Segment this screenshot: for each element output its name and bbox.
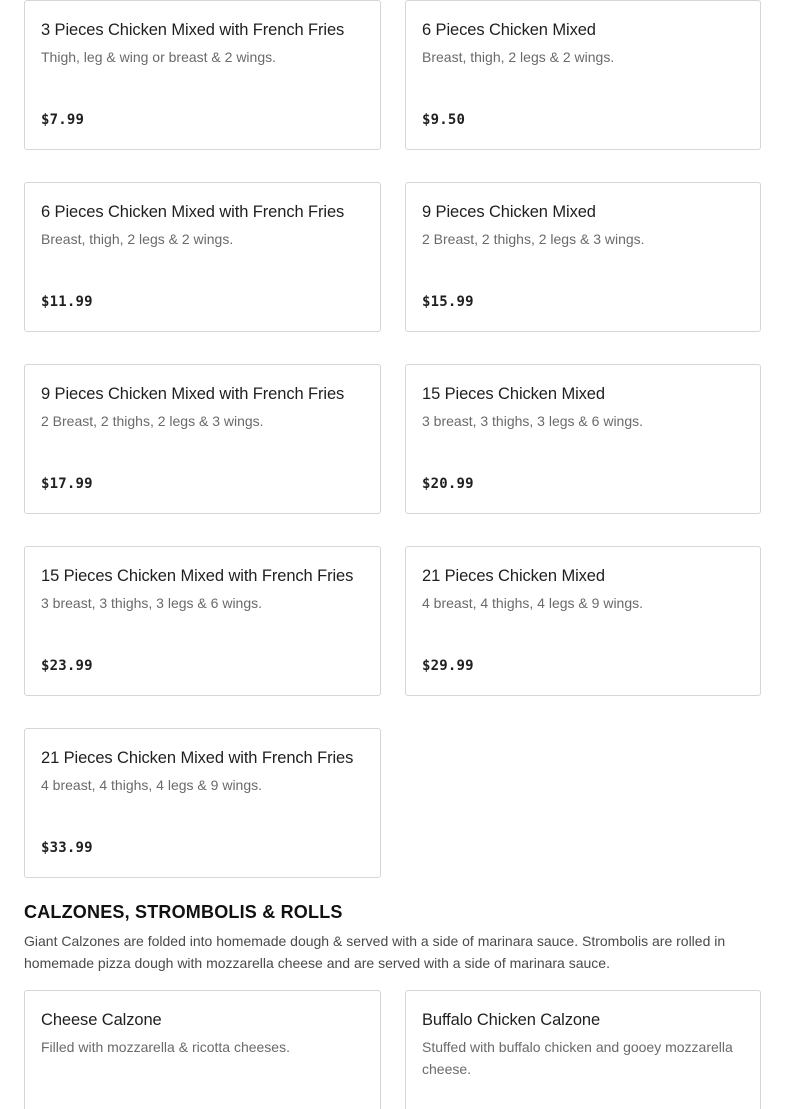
menu-item-card[interactable] (405, 546, 761, 696)
item-name: 15 Pieces Chicken Mixed with French Fries (41, 567, 354, 585)
item-price: $33.99 (41, 840, 93, 856)
menu-item-card[interactable] (24, 990, 381, 1109)
item-price: $15.99 (422, 294, 474, 310)
item-name: 9 Pieces Chicken Mixed (422, 203, 596, 221)
menu-item-card[interactable] (405, 182, 761, 332)
item-price: $17.99 (41, 476, 93, 492)
item-description: 4 breast, 4 thighs, 4 legs & 9 wings. (422, 595, 644, 611)
item-name: 3 Pieces Chicken Mixed with French Fries (41, 21, 345, 39)
menu-item-card[interactable] (24, 728, 381, 878)
item-description: Stuffed with buffalo chicken and gooey mozzarella cheese. (422, 1039, 733, 1077)
item-description: 3 breast, 3 thighs, 3 legs & 6 wings. (422, 413, 644, 429)
item-name: Cheese Calzone (41, 1011, 162, 1029)
item-name: Buffalo Chicken Calzone (422, 1011, 601, 1029)
menu-item-card[interactable] (24, 546, 381, 696)
chicken-items-grid (24, 0, 761, 878)
item-description: Filled with mozzarella & ricotta cheeses. (41, 1039, 290, 1055)
item-name: 6 Pieces Chicken Mixed (422, 21, 596, 39)
item-name: 15 Pieces Chicken Mixed (422, 385, 605, 403)
menu-item-card[interactable] (405, 364, 761, 514)
item-price: $7.99 (41, 112, 85, 128)
item-name: 21 Pieces Chicken Mixed (422, 567, 605, 585)
item-price: $9.50 (422, 112, 466, 128)
item-description: 4 breast, 4 thighs, 4 legs & 9 wings. (41, 777, 263, 793)
menu-item-card[interactable] (24, 364, 381, 514)
item-name: 9 Pieces Chicken Mixed with French Fries (41, 385, 345, 403)
item-name: 21 Pieces Chicken Mixed with French Fries (41, 749, 354, 767)
item-description: 2 Breast, 2 thighs, 2 legs & 3 wings. (41, 413, 264, 429)
section-title: CALZONES, STROMBOLIS & ROLLS (24, 902, 343, 922)
item-description: 2 Breast, 2 thighs, 2 legs & 3 wings. (422, 231, 645, 247)
menu-item-card[interactable] (24, 182, 381, 332)
item-name: 6 Pieces Chicken Mixed with French Fries (41, 203, 345, 221)
menu-item-card[interactable] (405, 0, 761, 150)
item-price: $20.99 (422, 476, 474, 492)
item-description: Breast, thigh, 2 legs & 2 wings. (41, 231, 234, 247)
section-description: Giant Calzones are folded into homemade dough & served with a side of marinara sauce. Strombolis are rolled in homemade pizza dough with mozzarella cheese and are served with a side of marinara sauce. (24, 933, 726, 971)
calzones-items-grid (24, 990, 761, 1109)
item-price: $29.99 (422, 658, 474, 674)
menu-item-card[interactable] (24, 0, 381, 150)
item-price: $11.99 (41, 294, 93, 310)
menu-item-card[interactable] (405, 990, 761, 1109)
item-description: Breast, thigh, 2 legs & 2 wings. (422, 49, 615, 65)
item-description: 3 breast, 3 thighs, 3 legs & 6 wings. (41, 595, 263, 611)
item-price: $23.99 (41, 658, 93, 674)
item-description: Thigh, leg & wing or breast & 2 wings. (41, 49, 277, 65)
